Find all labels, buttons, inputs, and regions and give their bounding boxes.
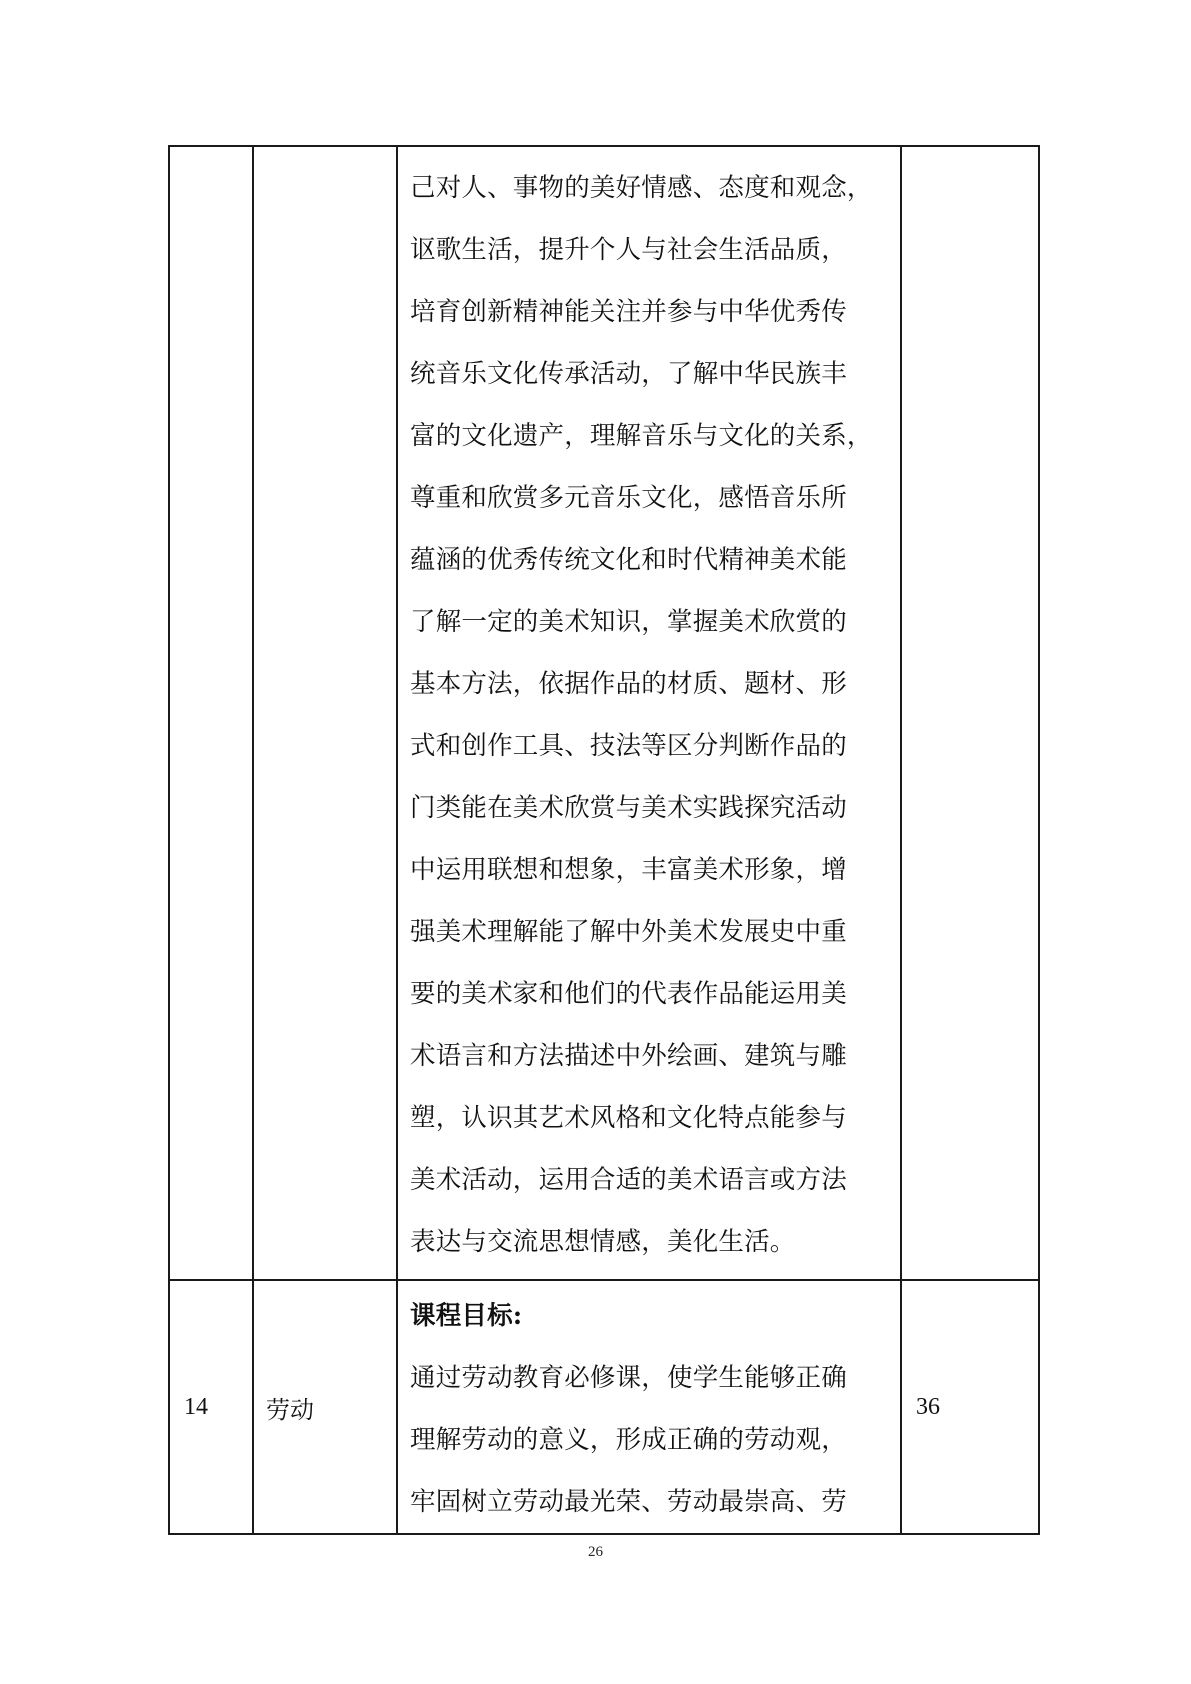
description-line: 己对人、事物的美好情感、态度和观念， — [410, 173, 873, 203]
description-line: 培育创新精神能关注并参与中华优秀传 — [410, 297, 847, 327]
description-line: 美术活动，运用合适的美术语言或方法 — [410, 1165, 847, 1195]
course-objective-heading: 课程目标: — [410, 1301, 523, 1331]
course-number-cell — [169, 146, 253, 1280]
course-description-cell — [397, 146, 901, 1280]
table-row — [169, 146, 1039, 1280]
description-text — [398, 147, 900, 1279]
course-table — [168, 145, 1040, 1535]
description-line: 理解劳动的意义，形成正确的劳动观， — [410, 1425, 847, 1455]
page-number: 26 — [588, 1544, 603, 1560]
course-hours-cell: 36 — [901, 1280, 1039, 1534]
description-line: 牢固树立劳动最光荣、劳动最崇高、劳 — [410, 1487, 847, 1517]
description-line: 蕴涵的优秀传统文化和时代精神美术能 — [410, 545, 847, 575]
course-name-cell: 劳动 — [253, 1280, 397, 1534]
description-line: 了解一定的美术知识，掌握美术欣赏的 — [410, 607, 847, 637]
course-description-cell — [397, 1280, 901, 1534]
description-line: 尊重和欣赏多元音乐文化，感悟音乐所 — [410, 483, 847, 513]
table-row — [169, 1280, 1039, 1534]
description-line: 术语言和方法描述中外绘画、建筑与雕 — [410, 1041, 847, 1071]
description-text — [398, 1281, 900, 1533]
description-line: 塑，认识其艺术风格和文化特点能参与 — [410, 1103, 847, 1133]
description-line: 要的美术家和他们的代表作品能运用美 — [410, 979, 847, 1009]
description-line: 强美术理解能了解中外美术发展史中重 — [410, 917, 847, 947]
description-line: 统音乐文化传承活动，了解中华民族丰 — [410, 359, 847, 389]
description-line: 富的文化遗产，理解音乐与文化的关系， — [410, 421, 873, 451]
course-number-cell: 14 — [169, 1280, 253, 1534]
description-line: 通过劳动教育必修课，使学生能够正确 — [410, 1363, 847, 1393]
course-hours-cell — [901, 146, 1039, 1280]
course-name-cell — [253, 146, 397, 1280]
description-line: 基本方法，依据作品的材质、题材、形 — [410, 669, 847, 699]
description-line: 式和创作工具、技法等区分判断作品的 — [410, 731, 847, 761]
description-line: 表达与交流思想情感，美化生活。 — [410, 1227, 796, 1257]
description-line: 讴歌生活，提升个人与社会生活品质， — [410, 235, 847, 265]
description-line: 门类能在美术欣赏与美术实践探究活动 — [410, 793, 847, 823]
description-line: 中运用联想和想象，丰富美术形象，增 — [410, 855, 847, 885]
